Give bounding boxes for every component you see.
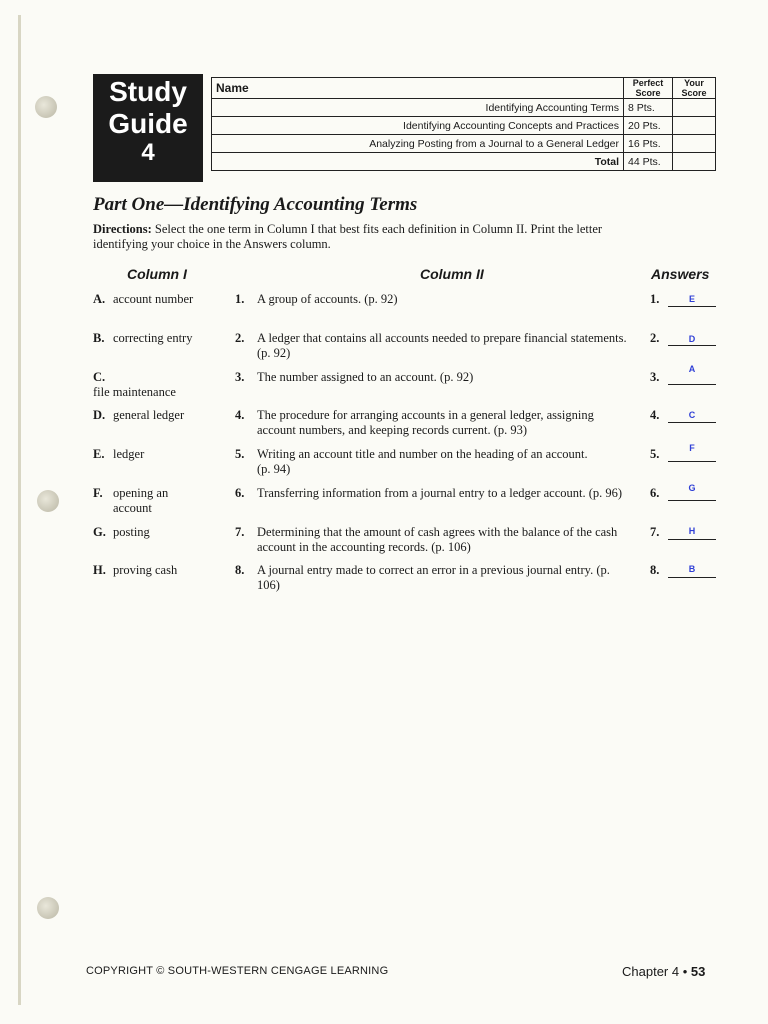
score-row (212, 117, 716, 135)
chapter-label: Chapter 4 • (622, 964, 691, 979)
answer-value[interactable]: E (688, 294, 695, 304)
score-label: Identifying Accounting Concepts and Practices (212, 117, 624, 135)
binder-hole (37, 490, 59, 512)
your-score-cell[interactable] (673, 99, 716, 117)
definition-item (235, 486, 635, 501)
term-text: opening an account (113, 486, 169, 515)
answer-cell[interactable] (650, 563, 720, 578)
answer-value[interactable]: C (688, 410, 696, 420)
badge-line1: Study (109, 76, 187, 107)
definition-text: The procedure for arranging accounts in a general ledger, assigning account numbers, and keeping records current. (p. 93) (257, 408, 594, 437)
term-item (93, 525, 218, 540)
definition-text: Determining that the amount of cash agrees with the balance of the cash account in the accounting records. (p. 106) (257, 525, 618, 554)
term-letter: E. (93, 447, 105, 461)
badge-line2: Guide (108, 108, 188, 139)
score-table (211, 77, 716, 171)
answer-value[interactable]: G (688, 483, 696, 493)
definition-number: 3. (235, 370, 245, 384)
directions-text: Select the one term in Column I that best fits each definition in Column II. Print the letter identifying your choice in the Answers column. (93, 222, 603, 251)
term-text: file maintenance (93, 385, 176, 399)
definition-text: Writing an account title and number on the heading of an account. (p. 94) (257, 447, 588, 476)
score-total-row (212, 153, 716, 171)
term-letter: H. (93, 563, 106, 577)
term-letter: F. (93, 486, 103, 500)
answer-cell[interactable] (650, 364, 720, 385)
definition-text: Transferring information from a journal entry to a ledger account. (p. 96) (257, 486, 623, 500)
column2-header: Column II (420, 266, 484, 282)
answer-value[interactable]: F (689, 443, 695, 453)
term-letter: A. (93, 292, 106, 306)
part-title: Part One—Identifying Accounting Terms (93, 194, 418, 215)
definition-number: 8. (235, 563, 245, 577)
definition-item (235, 525, 635, 555)
directions (93, 222, 633, 252)
answer-cell[interactable] (650, 408, 720, 423)
total-points: 44 Pts. (624, 153, 673, 171)
definition-number: 2. (235, 331, 245, 345)
answer-line (668, 384, 716, 385)
definition-item (235, 331, 635, 361)
answer-cell[interactable] (650, 525, 720, 540)
definition-number: 7. (235, 525, 245, 539)
definition-text: A journal entry made to correct an error in a previous journal entry. (p. 106) (257, 563, 610, 592)
definition-text: The number assigned to an account. (p. 92) (257, 370, 474, 384)
answer-value[interactable]: A (688, 364, 696, 374)
term-item (93, 563, 218, 578)
answer-number: 6. (650, 486, 660, 500)
score-points: 8 Pts. (624, 99, 673, 117)
definition-number: 6. (235, 486, 245, 500)
term-item (93, 370, 218, 400)
answer-line (668, 577, 716, 578)
study-guide-badge (93, 74, 203, 182)
term-letter: B. (93, 331, 105, 345)
term-item (93, 292, 218, 307)
your-score-header: Your Score (673, 78, 716, 99)
term-letter: G. (93, 525, 106, 539)
definition-number: 1. (235, 292, 245, 306)
page-number: 53 (690, 964, 706, 979)
term-text: proving cash (113, 563, 178, 577)
answer-value[interactable]: D (688, 334, 696, 344)
score-label: Identifying Accounting Terms (212, 99, 624, 117)
answer-line (668, 461, 716, 462)
answer-line (668, 539, 716, 540)
chapter-page (622, 964, 705, 979)
binder-hole (35, 96, 57, 118)
answer-cell[interactable] (650, 443, 720, 462)
answer-line (668, 500, 716, 501)
definition-item (235, 447, 635, 477)
answer-cell[interactable] (650, 331, 720, 346)
score-label: Analyzing Posting from a Journal to a General Ledger (212, 135, 624, 153)
term-letter: C. (93, 370, 106, 384)
copyright: COPYRIGHT © SOUTH-WESTERN CENGAGE LEARNING (86, 965, 389, 977)
answer-line (668, 422, 716, 423)
score-row (212, 135, 716, 153)
definition-number: 5. (235, 447, 245, 461)
term-item (93, 331, 218, 346)
answer-line (668, 306, 716, 307)
answer-value[interactable]: B (688, 564, 696, 574)
score-points: 16 Pts. (624, 135, 673, 153)
term-letter: D. (93, 408, 106, 422)
total-label: Total (212, 153, 624, 171)
answer-value[interactable]: H (688, 526, 696, 536)
term-item (93, 447, 218, 462)
answer-cell[interactable] (650, 292, 720, 307)
directions-label: Directions: (93, 222, 152, 236)
definition-item (235, 563, 635, 593)
name-label: Name (212, 78, 624, 99)
definition-text: A ledger that contains all accounts needed to prepare financial statements. (p. 92) (257, 331, 627, 360)
your-score-cell[interactable] (673, 117, 716, 135)
term-item (93, 408, 218, 423)
answer-number: 2. (650, 331, 660, 345)
definition-item (235, 370, 635, 385)
score-points: 20 Pts. (624, 117, 673, 135)
answer-number: 1. (650, 292, 660, 306)
perfect-score-header: Perfect Score (624, 78, 673, 99)
your-total-cell[interactable] (673, 153, 716, 171)
term-text: posting (113, 525, 150, 539)
definition-text: A group of accounts. (p. 92) (257, 292, 398, 306)
answer-number: 5. (650, 447, 660, 461)
answer-line (668, 345, 716, 346)
answer-cell[interactable] (650, 483, 720, 501)
term-item (93, 486, 218, 516)
definition-item (235, 292, 635, 307)
term-text: general ledger (113, 408, 185, 422)
answer-number: 3. (650, 370, 660, 384)
answer-number: 4. (650, 408, 660, 422)
page-edge (18, 15, 21, 1005)
answers-header: Answers (651, 266, 710, 282)
column1-header: Column I (127, 266, 187, 282)
definition-number: 4. (235, 408, 245, 422)
score-row (212, 99, 716, 117)
definition-item (235, 408, 635, 438)
term-text: ledger (113, 447, 145, 461)
your-score-cell[interactable] (673, 135, 716, 153)
badge-number: 4 (141, 139, 155, 166)
score-header-row (212, 78, 716, 99)
binder-hole (37, 897, 59, 919)
answer-number: 8. (650, 563, 660, 577)
answer-number: 7. (650, 525, 660, 539)
term-text: correcting entry (113, 331, 193, 345)
term-text: account number (113, 292, 194, 306)
